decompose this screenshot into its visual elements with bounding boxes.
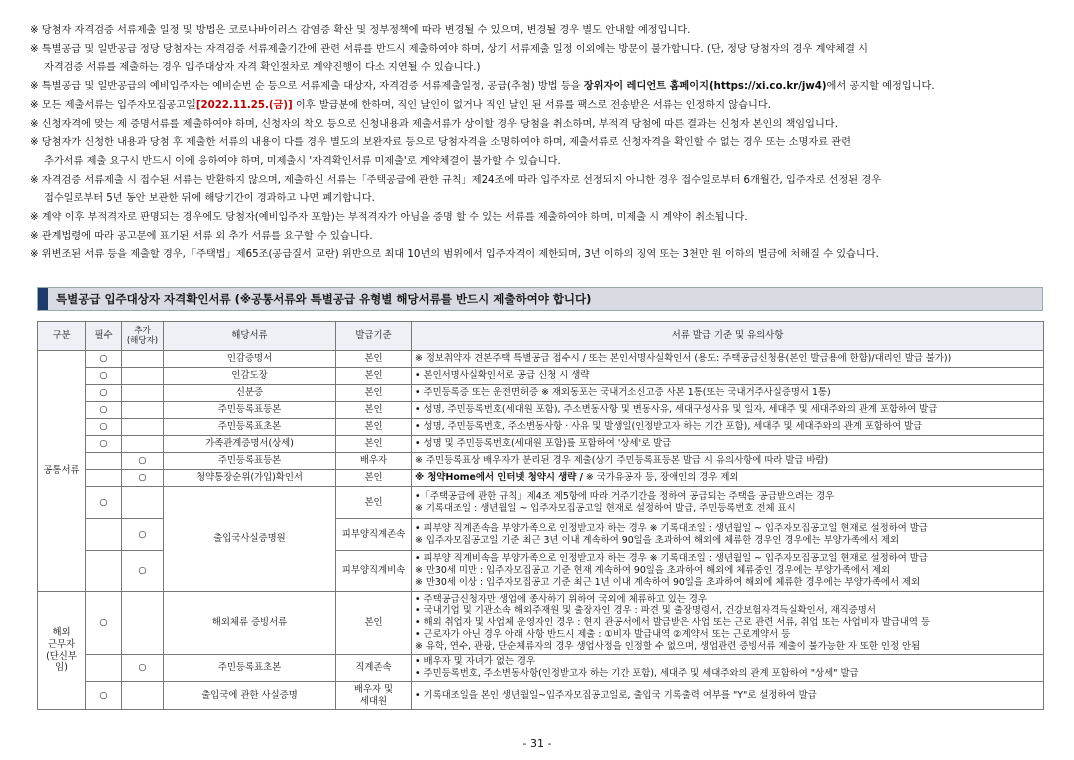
notice-item: 접수일로부터 5년 동안 보관한 뒤에 해당기간이 경과하고 나면 폐기합니다. bbox=[44, 193, 375, 205]
section-banner bbox=[37, 287, 1043, 311]
page-number: - 31 - bbox=[522, 737, 552, 750]
announcement-date: [2022.11.25.(금)] bbox=[195, 99, 293, 111]
table-row bbox=[38, 682, 1044, 710]
table-row bbox=[38, 351, 1044, 368]
doc-basis: 본인 bbox=[336, 419, 412, 436]
doc-name: 주민등록표등본 bbox=[164, 402, 336, 419]
notice-item: ※ 당첨자 자격검증 서류제출 일정 및 방법은 코로나바이러스 감염증 확산 및 정부정책에 따라 변경될 수 있으며, 변경될 경우 별도 안내할 예정입니다. bbox=[30, 25, 691, 36]
doc-name: 주민등록표초본 bbox=[164, 655, 336, 682]
notice-item: ※ 모든 제출서류는 입주자모집공고일[2022.11.25.(금)] 이후 발급분에 한하며, 직인 날인이 없거나 직인 날인 된 서류를 팩스로 전송받은 서류는 인정하지 않습니다. bbox=[30, 99, 771, 111]
extra-mark: ○ bbox=[122, 655, 164, 682]
required-mark: ○ bbox=[86, 351, 122, 368]
doc-name: 신분증 bbox=[164, 385, 336, 402]
doc-name: 청약통장순위(가입)확인서 bbox=[164, 470, 336, 487]
notice-item: ※ 계약 이후 부적격자로 판명되는 경우에도 당첨자(예비입주자 포함)는 부적격자가 아님을 증명 할 수 있는 서류를 제출하여야 하며, 미제출 시 계약이 취소됩니다. bbox=[30, 212, 748, 224]
notice-item: 추가서류 제출 요구시 반드시 이에 응하여야 하며, 미제출시 '자격확인서류 미제출'로 계약체결이 불가할 수 있습니다. bbox=[44, 155, 561, 167]
required-mark: ○ bbox=[86, 592, 122, 655]
table-row bbox=[38, 368, 1044, 385]
extra-cell bbox=[122, 682, 164, 710]
notice-list bbox=[30, 22, 1060, 265]
required-mark: ○ bbox=[86, 682, 122, 710]
doc-name: 해외체류 증빙서류 bbox=[164, 592, 336, 655]
extra-cell bbox=[122, 592, 164, 655]
doc-name: 출입국에 관한 사실증명 bbox=[164, 682, 336, 710]
doc-note: • 기록대조일을 본인 생년월일~입주자모집공고일로, 출입국 기록출력 여부를 "Y"로 설정하여 발급 bbox=[412, 682, 1044, 710]
notice-item: ※ 당첨자가 신청한 내용과 당첨 후 제출한 서류의 내용이 다를 경우 별도의 보완자료 등으로 당첨자격을 소명하여야 하며, 제출서류로 신청자격을 확인할 수 없는 경우 또는 소명자료 관련 bbox=[30, 137, 851, 149]
doc-basis: 배우자 및 세대원 bbox=[336, 682, 412, 710]
doc-basis: 피부양직계비속 bbox=[336, 551, 412, 592]
doc-note: • 피부양 직계비속을 부양가족으로 인정받고자 하는 경우 ※ 기록대조일 : 생년월일 ~ 입주자모집공고일 현재로 설정하여 발급 ※ 만30세 미만 : 입주자모집공고 기준 현재 계속하여 90일을 초과하여 해외에 체류중인 경우에는 부양가족에서 제외 ※ 만30세 이상 : 입주자모집공고 기준 최근 1년 이내 계속하여 90일을 초과하여 해외에 체류한 경우에는 부양가족에서 제외 bbox=[412, 551, 1044, 592]
table-row bbox=[38, 419, 1044, 436]
doc-basis: 본인 bbox=[336, 436, 412, 453]
doc-basis: 본인 bbox=[336, 385, 412, 402]
document-table bbox=[37, 321, 1044, 710]
header-doc: 해당서류 bbox=[164, 322, 336, 351]
extra-mark: ○ bbox=[122, 519, 164, 551]
extra-cell bbox=[122, 436, 164, 453]
required-mark: ○ bbox=[86, 487, 122, 519]
table-header-row bbox=[38, 322, 1044, 351]
table-row bbox=[38, 655, 1044, 682]
extra-cell bbox=[122, 351, 164, 368]
extra-mark: ○ bbox=[122, 470, 164, 487]
doc-basis: 본인 bbox=[336, 470, 412, 487]
required-cell bbox=[86, 519, 122, 551]
required-mark: ○ bbox=[86, 385, 122, 402]
doc-basis: 피부양직계존속 bbox=[336, 519, 412, 551]
doc-note: • 성명, 주민등록번호(세대원 포함), 주소변동사항 및 변동사유, 세대구성사유 및 일자, 세대주 및 세대주와의 관계 포함하여 발급 bbox=[412, 402, 1044, 419]
notice-item: ※ 관계법령에 따라 공고문에 표기된 서류 외 추가 서류를 요구할 수 있습니다. bbox=[30, 230, 373, 242]
doc-note: • 성명 및 주민등록번호(세대원 포함)를 포함하여 '상세'로 발급 bbox=[412, 436, 1044, 453]
notice-item: ※ 특별공급 및 일반공급의 예비입주자는 예비순번 순 등으로 서류제출 대상자, 자격검증 서류제출일정, 공급(추첨) 방법 등을 장위자이 레디언트 홈페이지(https://xi.co.kr/jw4)에서 공지할 예정입니다. bbox=[30, 81, 935, 93]
doc-note: • 주택공급신청자만 생업에 종사하기 위하여 국외에 체류하고 있는 경우 • 국내기업 및 기관소속 해외주재원 및 출장자인 경우 : 파견 및 출장명령서, 건강보험자격득실확인서, 재직증명서 • 해외 취업자 및 사업체 운영자인 경우 : 현지 관공서에서 발급받은 사업 또는 근로 관련 서류, 취업 또는 사업비자 발급내역 등 • 근로자가 아닌 경우 아래 사항 반드시 제출 : ①비자 발급내역 ②계약서 또는 근로계약서 등 ※ 유학, 연수, 관광, 단순체류자의 경우 생업사정을 인정할 수 없으며, 생업관련 증빙서류 제출이 불가능한 자 또한 인정 안됨 bbox=[412, 592, 1044, 655]
notice-item: ※ 위변조된 서류 등을 제출할 경우,「주택법」제65조(공급질서 교란) 위반으로 최대 10년의 범위에서 입주자격이 제한되며, 3년 이하의 징역 또는 3천만 원 이하의 벌금에 처해질 수 있습니다. bbox=[30, 249, 879, 261]
notice-item: ※ 자격검증 서류제출 시 접수된 서류는 반환하지 않으며, 제출하신 서류는「주택공급에 관한 규칙」제24조에 따라 입주자로 선정되지 아니한 경우 접수일로부터 6개월간, 입주자로 선정된 경우 bbox=[30, 174, 882, 186]
table-row bbox=[38, 487, 1044, 519]
table-row bbox=[38, 453, 1044, 470]
header-notes: 서류 발급 기준 및 유의사항 bbox=[412, 322, 1044, 351]
header-required: 필수 bbox=[86, 322, 122, 351]
extra-cell bbox=[122, 419, 164, 436]
table-row bbox=[38, 592, 1044, 655]
doc-basis: 본인 bbox=[336, 592, 412, 655]
group-common: 공통서류 bbox=[38, 351, 86, 592]
doc-note: • 성명, 주민등록번호, 주소변동사항 · 사유 및 발생일(인정받고자 하는 기간 포함), 세대주 및 세대주와의 관계 포함하여 발급 bbox=[412, 419, 1044, 436]
doc-note: ※ 주민등록표상 배우자가 분리된 경우 제출(상기 주민등록표등본 발급 시 유의사항에 따라 발급 바람) bbox=[412, 453, 1044, 470]
extra-cell bbox=[122, 385, 164, 402]
doc-note: •「주택공급에 관한 규칙」제4조 제5항에 따라 거주기간을 정하여 공급되는 주택을 공급받으려는 경우 ※ 기록대조일 : 생년월일 ~ 입주자모집공고일 현재로 설정하여 발급, 주민등록번호 전체 표시 bbox=[412, 487, 1044, 519]
extra-cell bbox=[122, 402, 164, 419]
doc-note: ※ 청약Home에서 인터넷 청약시 생략 / ※ 국가유공자 등, 장애인의 경우 제외 bbox=[412, 470, 1044, 487]
table-row bbox=[38, 402, 1044, 419]
doc-note: • 배우자 및 자녀가 없는 경우 • 주민등록번호, 주소변동사항(인정받고자 하는 기간 포함), 세대주 및 세대주와의 관계 포함하여 "상세" 발급 bbox=[412, 655, 1044, 682]
homepage-link-text: 장위자이 레디언트 홈페이지(https://xi.co.kr/jw4) bbox=[583, 81, 827, 93]
required-cell bbox=[86, 551, 122, 592]
required-mark: ○ bbox=[86, 402, 122, 419]
doc-basis: 직계존속 bbox=[336, 655, 412, 682]
doc-name: 주민등록표초본 bbox=[164, 419, 336, 436]
extra-mark: ○ bbox=[122, 551, 164, 592]
extra-cell bbox=[122, 368, 164, 385]
notice-item: ※ 신청자격에 맞는 제 증명서류를 제출하여야 하며, 신청자의 착오 등으로 신청내용과 제출서류가 상이할 경우 당첨을 취소하며, 부적격 당첨에 따른 결과는 신청자 본인의 책임입니다. bbox=[30, 118, 838, 130]
doc-name: 가족관계증명서(상세) bbox=[164, 436, 336, 453]
required-cell bbox=[86, 453, 122, 470]
doc-note: ※ 정보취약자 견본주택 특별공급 접수시 / 또는 본인서명사실확인서 (용도: 주택공급신청용(본인 발급용에 한함)/대리인 발급 불가)) bbox=[412, 351, 1044, 368]
required-mark: ○ bbox=[86, 436, 122, 453]
extra-mark: ○ bbox=[122, 453, 164, 470]
extra-cell bbox=[122, 487, 164, 519]
doc-note: • 본인서명사실확인서로 공급 신청 시 생략 bbox=[412, 368, 1044, 385]
doc-basis: 본인 bbox=[336, 351, 412, 368]
doc-basis: 본인 bbox=[336, 402, 412, 419]
doc-note: • 주민등록증 또는 운전면허증 ※ 재외동포는 국내거소신고증 사본 1통(또는 국내거주사실증명서 1통) bbox=[412, 385, 1044, 402]
doc-name: 인감증명서 bbox=[164, 351, 336, 368]
table-row bbox=[38, 470, 1044, 487]
required-cell bbox=[86, 470, 122, 487]
required-mark: ○ bbox=[86, 368, 122, 385]
doc-name: 출입국사실증명원 bbox=[164, 487, 336, 592]
header-extra: 추가 (해당자) bbox=[122, 322, 164, 351]
header-category: 구분 bbox=[38, 322, 86, 351]
table-row bbox=[38, 385, 1044, 402]
group-overseas: 해외 근무자 (단신부임) bbox=[38, 592, 86, 710]
doc-name: 인감도장 bbox=[164, 368, 336, 385]
doc-basis: 본인 bbox=[336, 487, 412, 519]
section-title: 특별공급 입주대상자 자격확인서류 (※공통서류와 특별공급 유형별 해당서류를 반드시 제출하여야 합니다) bbox=[56, 292, 592, 306]
banner-accent-bar bbox=[38, 288, 48, 310]
notice-item: ※ 특별공급 및 일반공급 정당 당첨자는 자격검증 서류제출기간에 관련 서류를 반드시 제출하여야 하며, 상기 서류제출 일정 이외에는 방문이 불가합니다. (단, 정당 당첨자의 경우 계약체결 시 bbox=[30, 43, 869, 55]
doc-basis: 배우자 bbox=[336, 453, 412, 470]
doc-note: • 피부양 직계존속을 부양가족으로 인정받고자 하는 경우 ※ 기록대조일 : 생년월일 ~ 입주자모집공고일 현재로 설정하여 발급 ※ 입주자모집공고일 기준 최근 3년 이내 계속하여 90일을 초과하여 해외에 체류한 경우인 경우에는 부양가족에서 제외 bbox=[412, 519, 1044, 551]
doc-name: 주민등록표등본 bbox=[164, 453, 336, 470]
required-cell bbox=[86, 655, 122, 682]
doc-basis: 본인 bbox=[336, 368, 412, 385]
required-mark: ○ bbox=[86, 419, 122, 436]
table-row bbox=[38, 436, 1044, 453]
notice-item: 자격검증 서류를 제출하는 경우 입주대상자 자격 확인절차로 계약진행이 다소 지연될 수 있습니다.) bbox=[44, 62, 481, 74]
header-basis: 발급기준 bbox=[336, 322, 412, 351]
